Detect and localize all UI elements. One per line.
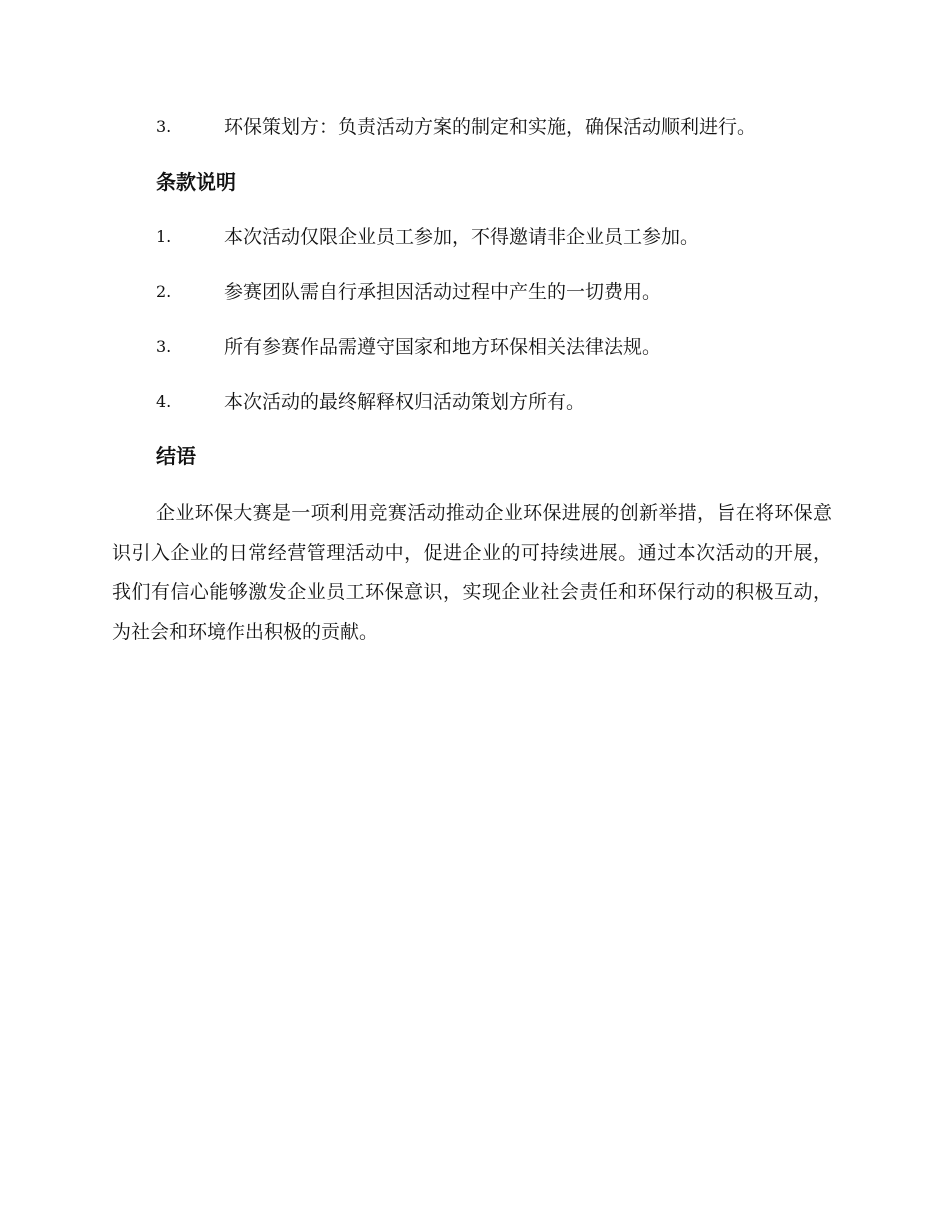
- list-item-text: 本次活动的最终解释权归活动策划方所有。: [224, 391, 586, 413]
- list-item-number: 3.: [156, 117, 172, 136]
- conclusion-paragraph: 企业环保大赛是一项利用竞赛活动推动企业环保进展的创新举措，旨在将环保意识引入企业的日常经营管理活动中，促进企业的可持续进展。通过本次活动的开展，我们有信心能够激发企业员工环保意识，实现企业社会责任和环保行动的积极互动，为社会和环境作出积极的贡献。: [112, 502, 832, 643]
- list-item-number: 1.: [156, 227, 172, 246]
- list-item-text: 所有参赛作品需遵守国家和地方环保相关法律法规。: [224, 336, 662, 358]
- terms-heading: 条款说明: [156, 170, 236, 194]
- list-item-text: 参赛团队需自行承担因活动过程中产生的一切费用。: [224, 281, 662, 303]
- list-item-number: 2.: [156, 282, 172, 301]
- list-item-number: 4.: [156, 392, 172, 411]
- list-item-text: 本次活动仅限企业员工参加，不得邀请非企业员工参加。: [224, 226, 700, 248]
- conclusion-heading: 结语: [156, 444, 196, 468]
- list-item-number: 3.: [156, 337, 172, 356]
- list-item-text: 环保策划方：负责活动方案的制定和实施，确保活动顺利进行。: [224, 116, 757, 138]
